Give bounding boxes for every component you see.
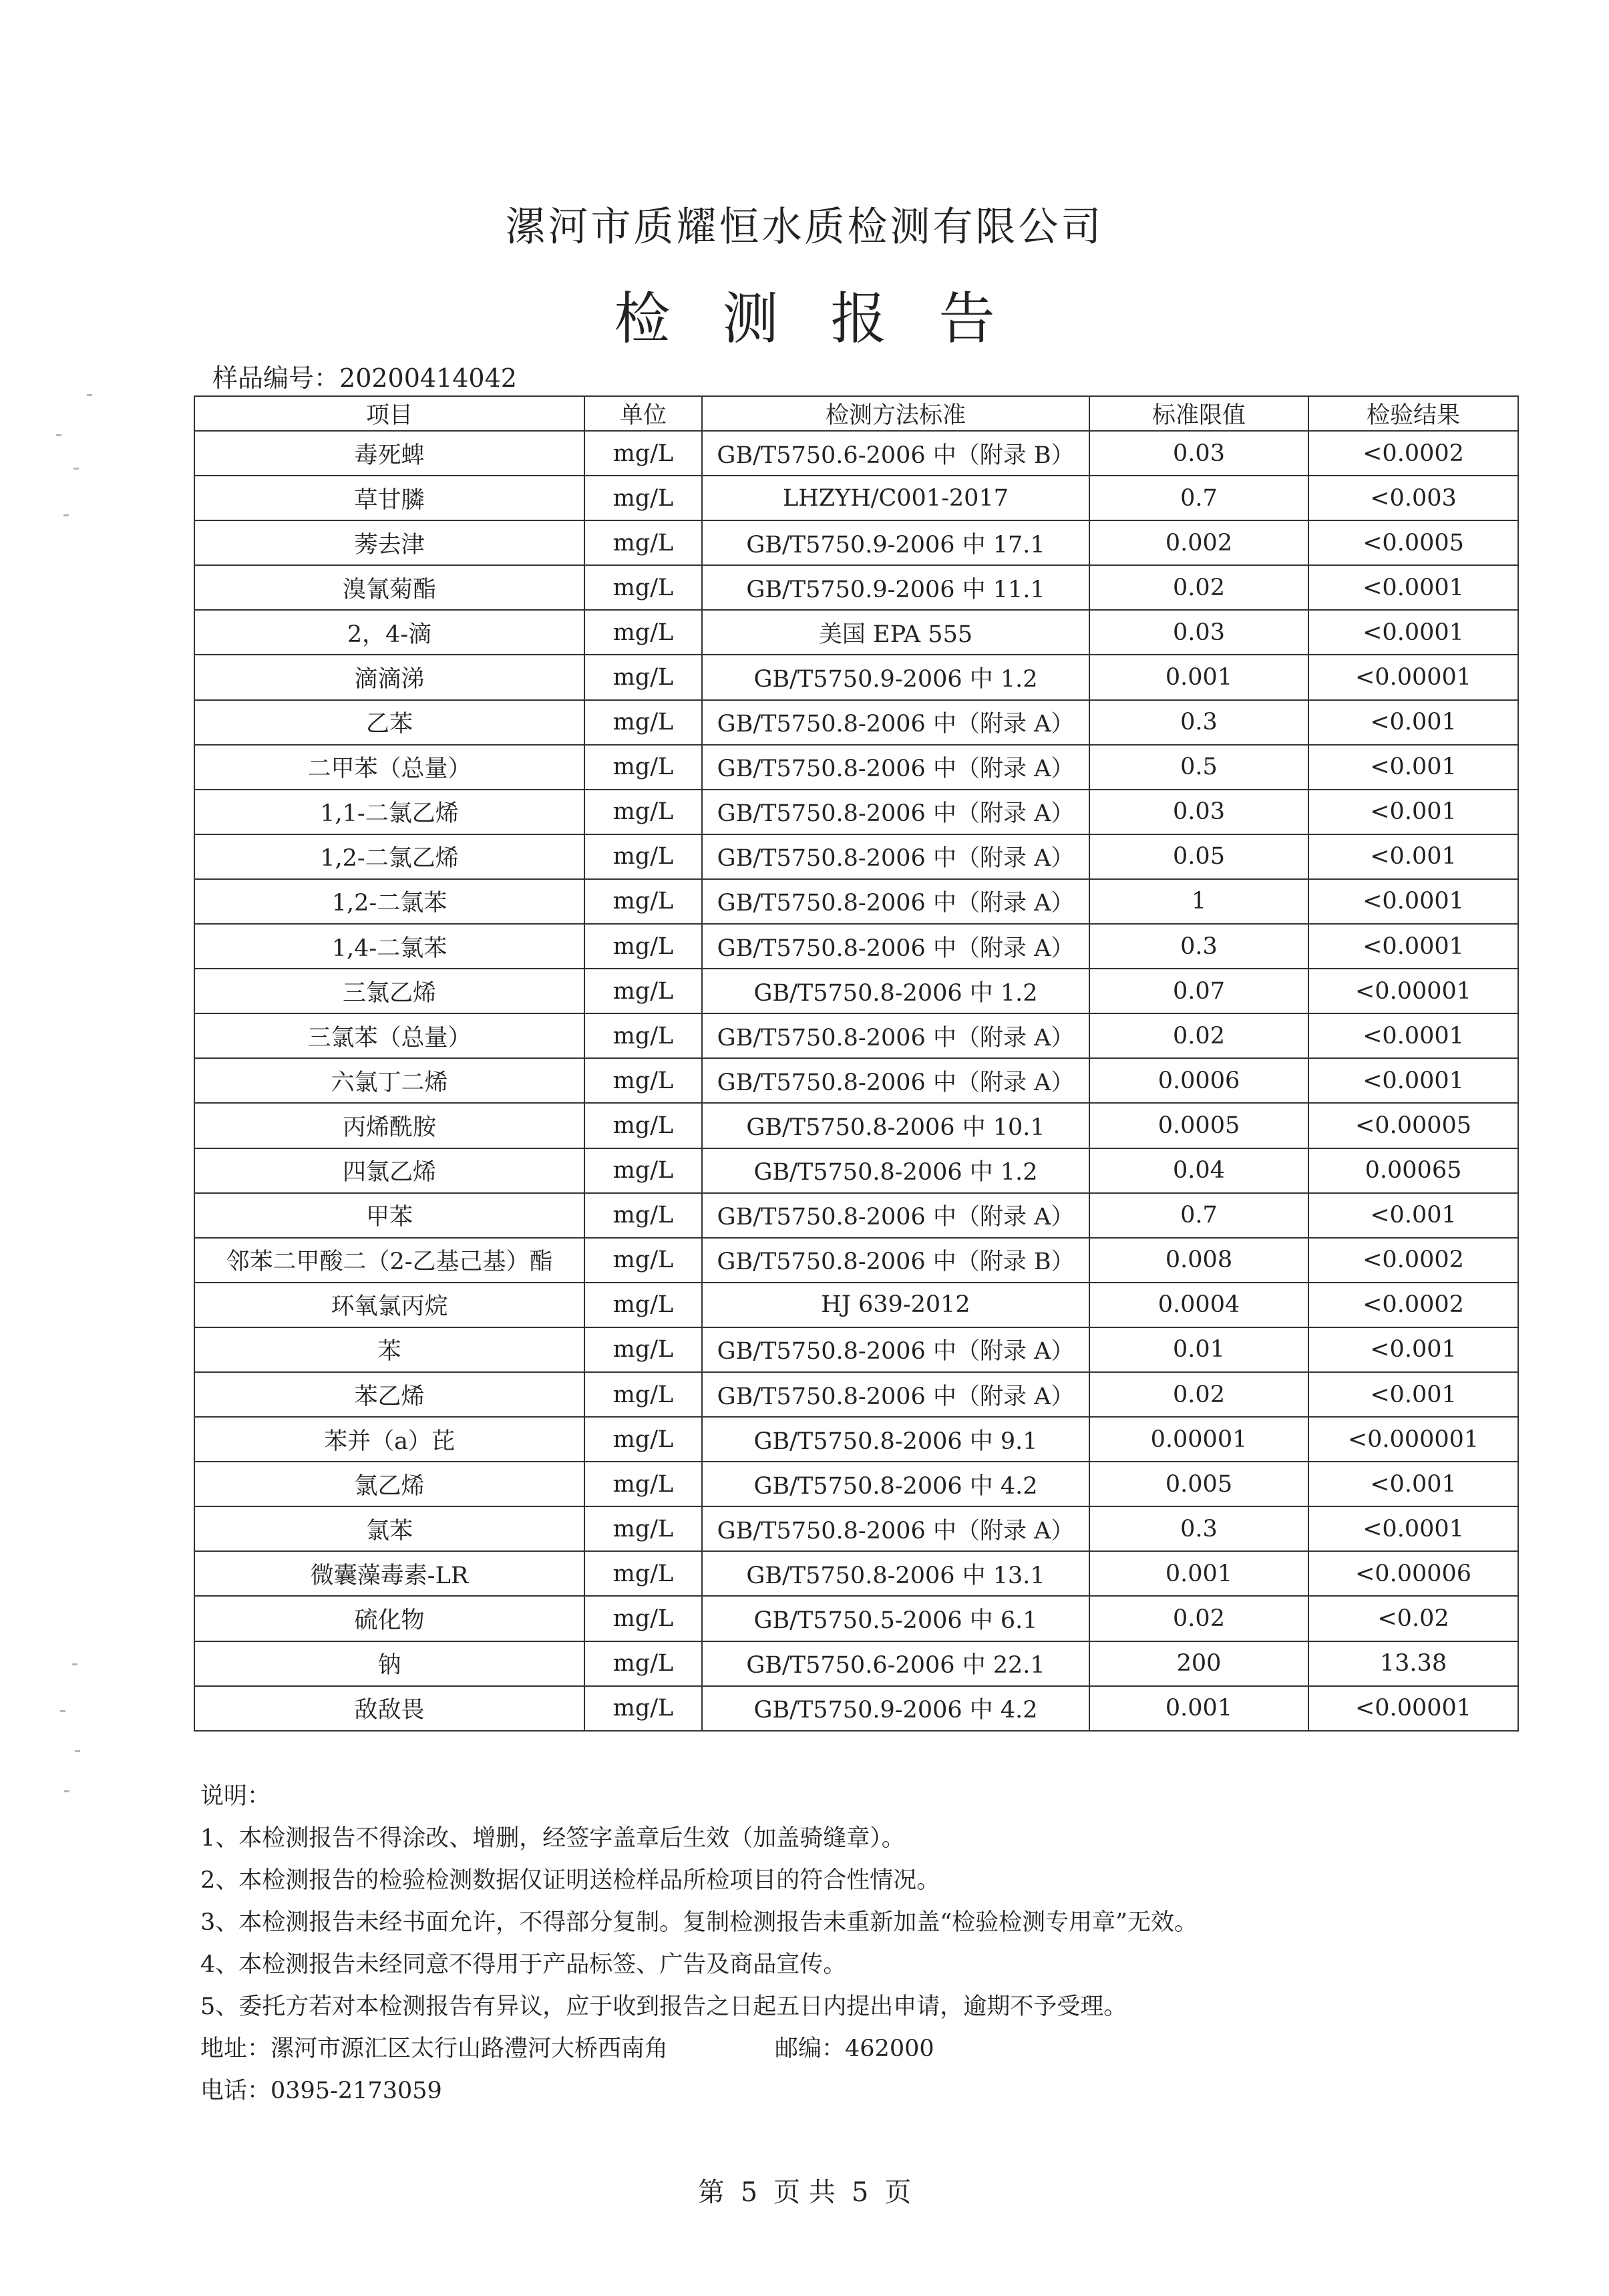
cell-result: <0.0002 — [1308, 1283, 1518, 1327]
results-table — [194, 395, 1519, 1732]
cell-result: <0.001 — [1308, 700, 1518, 745]
cell-method: 美国 EPA 555 — [702, 610, 1089, 655]
table-row — [194, 610, 1518, 655]
page-total: 5 — [851, 2177, 869, 2208]
cell-unit: mg/L — [584, 1148, 702, 1193]
cell-method: GB/T5750.8-2006 中（附录 A） — [702, 1193, 1089, 1238]
table-row — [194, 476, 1518, 520]
table-row — [194, 1641, 1518, 1686]
table-row — [194, 790, 1518, 834]
cell-limit: 0.01 — [1089, 1327, 1308, 1372]
cell-item: 丙烯酰胺 — [194, 1103, 584, 1148]
cell-unit: mg/L — [584, 565, 702, 610]
cell-method: GB/T5750.8-2006 中（附录 A） — [702, 1013, 1089, 1058]
table-row — [194, 1551, 1518, 1596]
cell-result: <0.0001 — [1308, 610, 1518, 655]
cell-method: GB/T5750.6-2006 中（附录 B） — [702, 431, 1089, 476]
cell-unit: mg/L — [584, 655, 702, 699]
cell-result: <0.001 — [1308, 790, 1518, 834]
cell-method: GB/T5750.9-2006 中 4.2 — [702, 1686, 1089, 1731]
page-current: 5 — [740, 2177, 758, 2208]
cell-limit: 0.0004 — [1089, 1283, 1308, 1327]
cell-method: GB/T5750.8-2006 中（附录 A） — [702, 1372, 1089, 1417]
cell-method: GB/T5750.8-2006 中 1.2 — [702, 1148, 1089, 1193]
cell-method: GB/T5750.9-2006 中 1.2 — [702, 655, 1089, 699]
cell-method: HJ 639-2012 — [702, 1283, 1089, 1327]
note-item-1: 1、本检测报告不得涂改、增删，经签字盖章后生效（加盖骑缝章）。 — [200, 1825, 905, 1852]
cell-result: <0.00006 — [1308, 1551, 1518, 1596]
cell-unit: mg/L — [584, 1551, 702, 1596]
page-prefix: 第 — [697, 2177, 725, 2208]
cell-result: <0.0001 — [1308, 1506, 1518, 1551]
cell-result: <0.00001 — [1308, 969, 1518, 1013]
cell-limit: 0.001 — [1089, 1551, 1308, 1596]
table-row — [194, 1372, 1518, 1417]
cell-unit: mg/L — [584, 1641, 702, 1686]
cell-limit: 0.3 — [1089, 924, 1308, 969]
cell-method: GB/T5750.6-2006 中 22.1 — [702, 1641, 1089, 1686]
cell-limit: 0.002 — [1089, 520, 1308, 565]
cell-method: GB/T5750.8-2006 中（附录 A） — [702, 1506, 1089, 1551]
cell-item: 2，4-滴 — [194, 610, 584, 655]
table-row — [194, 834, 1518, 879]
table-row — [194, 565, 1518, 610]
cell-method: GB/T5750.8-2006 中（附录 A） — [702, 879, 1089, 924]
cell-item: 三氯苯（总量） — [194, 1013, 584, 1058]
cell-method: GB/T5750.8-2006 中（附录 A） — [702, 790, 1089, 834]
cell-item: 敌敌畏 — [194, 1686, 584, 1731]
cell-item: 苯乙烯 — [194, 1372, 584, 1417]
margin-mark — [75, 1750, 80, 1752]
cell-result: 13.38 — [1308, 1641, 1518, 1686]
cell-limit: 200 — [1089, 1641, 1308, 1686]
cell-item: 环氧氯丙烷 — [194, 1283, 584, 1327]
cell-result: <0.0002 — [1308, 431, 1518, 476]
cell-unit: mg/L — [584, 1596, 702, 1641]
cell-method: GB/T5750.8-2006 中 1.2 — [702, 969, 1089, 1013]
postcode: 邮编：462000 — [775, 2035, 934, 2062]
table-row — [194, 1193, 1518, 1238]
margin-mark — [72, 1663, 77, 1665]
margin-mark — [64, 1790, 69, 1792]
cell-result: <0.0001 — [1308, 924, 1518, 969]
cell-method: GB/T5750.8-2006 中（附录 A） — [702, 700, 1089, 745]
table-row — [194, 879, 1518, 924]
cell-unit: mg/L — [584, 1462, 702, 1506]
cell-unit: mg/L — [584, 1506, 702, 1551]
table-row — [194, 1506, 1518, 1551]
cell-unit: mg/L — [584, 834, 702, 879]
header-result: 检验结果 — [1308, 396, 1518, 431]
cell-limit: 0.005 — [1089, 1462, 1308, 1506]
table-row — [194, 655, 1518, 699]
cell-unit: mg/L — [584, 1013, 702, 1058]
table-row — [194, 1462, 1518, 1506]
cell-result: <0.003 — [1308, 476, 1518, 520]
cell-limit: 0.02 — [1089, 1372, 1308, 1417]
cell-unit: mg/L — [584, 1283, 702, 1327]
cell-result: <0.000001 — [1308, 1417, 1518, 1462]
cell-method: GB/T5750.8-2006 中（附录 A） — [702, 924, 1089, 969]
header-limit: 标准限值 — [1089, 396, 1308, 431]
margin-mark — [87, 394, 92, 396]
report-title: 检测报告 — [614, 286, 1047, 351]
cell-item: 草甘膦 — [194, 476, 584, 520]
cell-method: LHZYH/C001-2017 — [702, 476, 1089, 520]
table-row — [194, 969, 1518, 1013]
cell-limit: 0.00001 — [1089, 1417, 1308, 1462]
cell-limit: 0.001 — [1089, 655, 1308, 699]
cell-result: <0.001 — [1308, 1193, 1518, 1238]
cell-result: 0.00065 — [1308, 1148, 1518, 1193]
cell-result: <0.00005 — [1308, 1103, 1518, 1148]
table-row — [194, 1238, 1518, 1283]
table-row — [194, 1013, 1518, 1058]
cell-item: 乙苯 — [194, 700, 584, 745]
cell-limit: 0.02 — [1089, 1596, 1308, 1641]
header-method: 检测方法标准 — [702, 396, 1089, 431]
cell-method: GB/T5750.8-2006 中 13.1 — [702, 1551, 1089, 1596]
cell-limit: 0.3 — [1089, 700, 1308, 745]
table-row — [194, 520, 1518, 565]
cell-method: GB/T5750.5-2006 中 6.1 — [702, 1596, 1089, 1641]
cell-result: <0.001 — [1308, 1462, 1518, 1506]
cell-item: 1,2-二氯乙烯 — [194, 834, 584, 879]
header-item: 项目 — [194, 396, 584, 431]
cell-limit: 0.05 — [1089, 834, 1308, 879]
cell-method: GB/T5750.9-2006 中 11.1 — [702, 565, 1089, 610]
cell-item: 微囊藻毒素-LR — [194, 1551, 584, 1596]
cell-result: <0.00001 — [1308, 655, 1518, 699]
cell-method: GB/T5750.9-2006 中 17.1 — [702, 520, 1089, 565]
cell-unit: mg/L — [584, 745, 702, 790]
cell-limit: 0.04 — [1089, 1148, 1308, 1193]
cell-limit: 0.02 — [1089, 1013, 1308, 1058]
cell-method: GB/T5750.8-2006 中（附录 A） — [702, 1327, 1089, 1372]
table-row — [194, 1103, 1518, 1148]
notes-heading: 说明： — [200, 1783, 271, 1810]
cell-item: 毒死蜱 — [194, 431, 584, 476]
cell-item: 邻苯二甲酸二（2-乙基己基）酯 — [194, 1238, 584, 1283]
cell-unit: mg/L — [584, 431, 702, 476]
phone: 电话：0395-2173059 — [200, 2078, 442, 2104]
cell-item: 四氯乙烯 — [194, 1148, 584, 1193]
header-unit: 单位 — [584, 396, 702, 431]
cell-item: 滴滴涕 — [194, 655, 584, 699]
cell-method: GB/T5750.8-2006 中 9.1 — [702, 1417, 1089, 1462]
cell-item: 甲苯 — [194, 1193, 584, 1238]
cell-result: <0.001 — [1308, 745, 1518, 790]
cell-method: GB/T5750.8-2006 中（附录 B） — [702, 1238, 1089, 1283]
cell-limit: 0.03 — [1089, 610, 1308, 655]
note-item-4: 4、本检测报告未经同意不得用于产品标签、广告及商品宣传。 — [200, 1951, 847, 1978]
cell-limit: 0.0005 — [1089, 1103, 1308, 1148]
address-line — [200, 2028, 1198, 2070]
cell-unit: mg/L — [584, 1372, 702, 1417]
margin-mark — [60, 1710, 65, 1712]
table-row — [194, 1058, 1518, 1103]
cell-result: <0.0005 — [1308, 520, 1518, 565]
company-name: 漯河市质耀恒水质检测有限公司 — [505, 204, 1104, 251]
sample-number-label: 样品编号： — [212, 363, 340, 393]
cell-limit: 0.0006 — [1089, 1058, 1308, 1103]
margin-mark — [56, 434, 61, 436]
table-row — [194, 1417, 1518, 1462]
cell-result: <0.00001 — [1308, 1686, 1518, 1731]
cell-unit: mg/L — [584, 924, 702, 969]
page-mid: 页 共 — [773, 2177, 836, 2208]
cell-item: 1,4-二氯苯 — [194, 924, 584, 969]
cell-limit: 0.3 — [1089, 1506, 1308, 1551]
cell-unit: mg/L — [584, 1686, 702, 1731]
note-item-3: 3、本检测报告未经书面允许，不得部分复制。复制检测报告未重新加盖“检验检测专用章”无效。 — [200, 1909, 1198, 1936]
notes-section — [200, 1776, 1198, 2112]
page-suffix: 页 — [884, 2177, 912, 2208]
cell-item: 硫化物 — [194, 1596, 584, 1641]
cell-limit: 0.02 — [1089, 565, 1308, 610]
table-row — [194, 745, 1518, 790]
cell-unit: mg/L — [584, 1103, 702, 1148]
sample-number-value: 20200414042 — [339, 363, 517, 393]
cell-item: 六氯丁二烯 — [194, 1058, 584, 1103]
sample-number — [212, 357, 517, 394]
cell-unit: mg/L — [584, 1417, 702, 1462]
cell-unit: mg/L — [584, 1327, 702, 1372]
cell-limit: 1 — [1089, 879, 1308, 924]
page-number — [0, 2171, 1609, 2209]
cell-item: 1,2-二氯苯 — [194, 879, 584, 924]
cell-unit: mg/L — [584, 790, 702, 834]
cell-item: 莠去津 — [194, 520, 584, 565]
cell-result: <0.0002 — [1308, 1238, 1518, 1283]
table-row — [194, 1148, 1518, 1193]
cell-item: 钠 — [194, 1641, 584, 1686]
cell-result: <0.0001 — [1308, 879, 1518, 924]
table-row — [194, 700, 1518, 745]
cell-unit: mg/L — [584, 879, 702, 924]
table-row — [194, 1686, 1518, 1731]
cell-method: GB/T5750.8-2006 中（附录 A） — [702, 834, 1089, 879]
cell-result: <0.001 — [1308, 834, 1518, 879]
margin-mark — [73, 468, 79, 470]
table-row — [194, 431, 1518, 476]
cell-item: 苯并（a）芘 — [194, 1417, 584, 1462]
margin-mark — [63, 514, 69, 516]
cell-item: 溴氰菊酯 — [194, 565, 584, 610]
cell-item: 苯 — [194, 1327, 584, 1372]
cell-item: 氯苯 — [194, 1506, 584, 1551]
note-item-5: 5、委托方若对本检测报告有异议，应于收到报告之日起五日内提出申请，逾期不予受理。 — [200, 1993, 1127, 2020]
cell-result: <0.0001 — [1308, 1058, 1518, 1103]
cell-unit: mg/L — [584, 1058, 702, 1103]
cell-limit: 0.7 — [1089, 476, 1308, 520]
cell-result: <0.001 — [1308, 1372, 1518, 1417]
cell-limit: 0.001 — [1089, 1686, 1308, 1731]
cell-limit: 0.03 — [1089, 431, 1308, 476]
cell-unit: mg/L — [584, 610, 702, 655]
cell-limit: 0.03 — [1089, 790, 1308, 834]
cell-unit: mg/L — [584, 520, 702, 565]
table-row — [194, 1283, 1518, 1327]
address: 地址：漯河市源汇区太行山路澧河大桥西南角 — [200, 2035, 669, 2062]
table-row — [194, 1327, 1518, 1372]
table-row — [194, 1596, 1518, 1641]
cell-limit: 0.07 — [1089, 969, 1308, 1013]
cell-item: 二甲苯（总量） — [194, 745, 584, 790]
cell-limit: 0.008 — [1089, 1238, 1308, 1283]
cell-result: <0.0001 — [1308, 1013, 1518, 1058]
table-row — [194, 924, 1518, 969]
cell-unit: mg/L — [584, 1193, 702, 1238]
cell-limit: 0.5 — [1089, 745, 1308, 790]
cell-result: <0.001 — [1308, 1327, 1518, 1372]
cell-method: GB/T5750.8-2006 中 10.1 — [702, 1103, 1089, 1148]
cell-limit: 0.7 — [1089, 1193, 1308, 1238]
table-header-row — [194, 396, 1518, 431]
cell-result: <0.0001 — [1308, 565, 1518, 610]
note-item-2: 2、本检测报告的检验检测数据仅证明送检样品所检项目的符合性情况。 — [200, 1867, 940, 1894]
cell-item: 1,1-二氯乙烯 — [194, 790, 584, 834]
cell-result: <0.02 — [1308, 1596, 1518, 1641]
cell-unit: mg/L — [584, 700, 702, 745]
cell-method: GB/T5750.8-2006 中（附录 A） — [702, 745, 1089, 790]
cell-unit: mg/L — [584, 476, 702, 520]
cell-method: GB/T5750.8-2006 中（附录 A） — [702, 1058, 1089, 1103]
results-body — [194, 431, 1518, 1731]
cell-item: 三氯乙烯 — [194, 969, 584, 1013]
cell-unit: mg/L — [584, 1238, 702, 1283]
cell-item: 氯乙烯 — [194, 1462, 584, 1506]
cell-unit: mg/L — [584, 969, 702, 1013]
cell-method: GB/T5750.8-2006 中 4.2 — [702, 1462, 1089, 1506]
